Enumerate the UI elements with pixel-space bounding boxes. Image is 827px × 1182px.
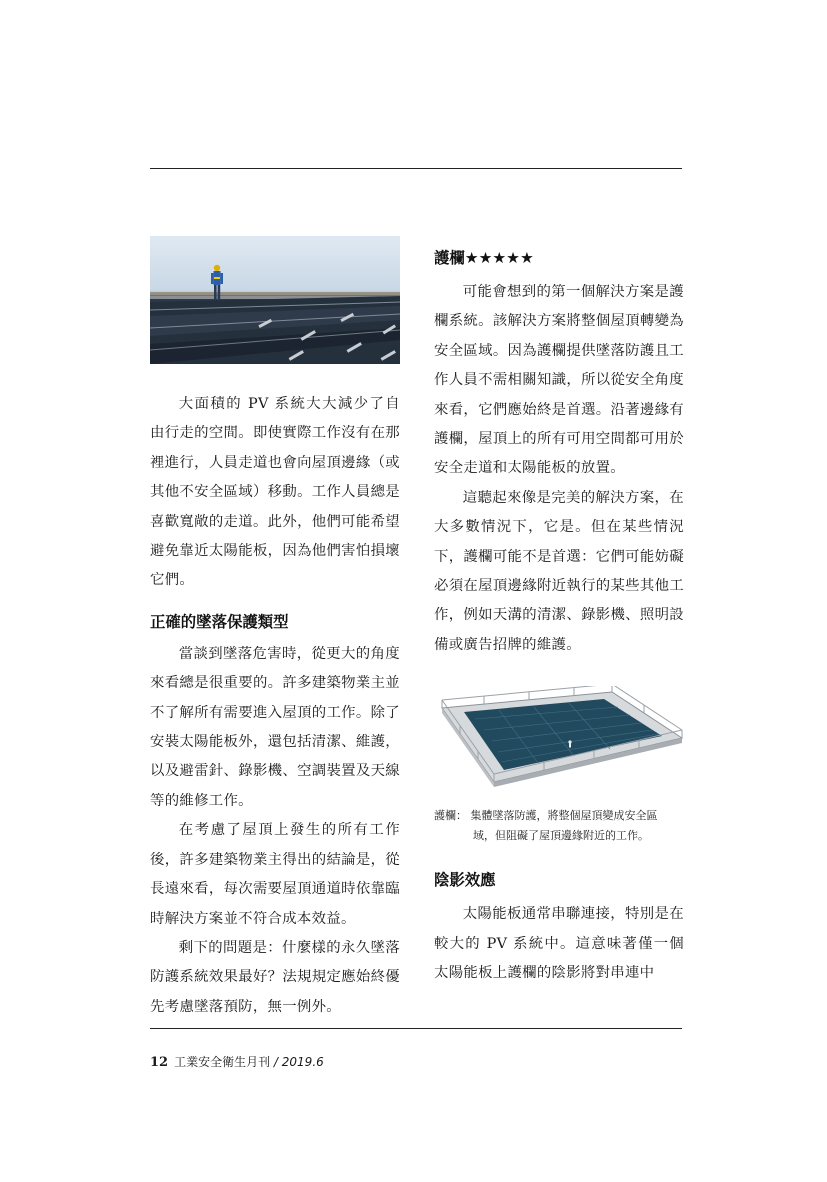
top-rule <box>150 168 682 169</box>
bottom-rule <box>150 1028 682 1029</box>
issue-date: 2019.6 <box>281 1055 324 1069</box>
section-heading: 正確的墜落保護類型 <box>150 612 289 631</box>
caption-text-line2: 域，但阻礙了屋頂邊緣附近的工作。 <box>473 829 649 843</box>
left-column <box>150 236 400 1022</box>
right-column <box>434 236 684 989</box>
paragraph: 這聽起來像是完美的解決方案，在大多數情況下，它是。但在某些情況下，護欄可能不是首選：它們可能妨礙必須在屋頂邊緣附近執行的某些其他工作，例如天溝的清潔、錄影機、照明設備或廣告招牌的維護。 <box>434 489 684 653</box>
page-footer <box>150 1053 324 1070</box>
paragraph: 太陽能板通常串聯連接，特別是在較大的 PV 系統中。這意味著僅一個太陽能板上護欄的陰影將對串連中 <box>434 906 684 982</box>
guardrail-roof-diagram <box>434 686 684 794</box>
figure-caption <box>434 806 684 846</box>
paragraph: 剩下的問題是：什麼樣的永久墜落防護系統效果最好？法規規定應始終優先考慮墜落預防，無一例外。 <box>150 939 400 1015</box>
section-heading-guardrail: 護欄★★★★★ <box>434 249 534 267</box>
rooftop-worker-photo <box>150 236 400 364</box>
caption-text-line1: 集體墜落防護，將整個屋頂變成安全區 <box>470 809 658 823</box>
section-heading-shadow: 陰影效應 <box>434 871 496 890</box>
paragraph: 當談到墜落危害時，從更大的角度來看總是很重要的。許多建築物業主並不了解所有需要進入屋頂的工作。除了安裝太陽能板外，還包括清潔、維護，以及避雷針、錄影機、空調裝置及天線等的維修工作。 <box>150 645 400 809</box>
publication-name: 工業安全衛生月刊 <box>174 1055 271 1069</box>
paragraph: 在考慮了屋頂上發生的所有工作後，許多建築物業主得出的結論是，從長遠來看，每次需要屋頂通道時依靠臨時解決方案並不符合成本效益。 <box>150 822 400 927</box>
paragraph: 大面積的 PV 系統大大減少了自由行走的空間。即使實際工作沒有在那裡進行，人員走道也會向屋頂邊緣（或其他不安全區域）移動。工作人員總是喜歡寬敞的走道。此外，他們可能希望避免靠近太陽能板，因為他們害怕損壞它們。 <box>150 396 400 589</box>
paragraph: 可能會想到的第一個解決方案是護欄系統。該解決方案將整個屋頂轉變為安全區域。因為護欄提供墜落防護且工作人員不需相關知識，所以從安全角度來看，它們應始終是首選。沿著邊緣有護欄，屋頂上的所有可用空間都可用於安全走道和太陽能板的放置。 <box>434 284 684 477</box>
page-number: 12 <box>150 1055 169 1070</box>
caption-label: 護欄： <box>434 809 467 823</box>
footer-separator: / <box>270 1055 282 1069</box>
